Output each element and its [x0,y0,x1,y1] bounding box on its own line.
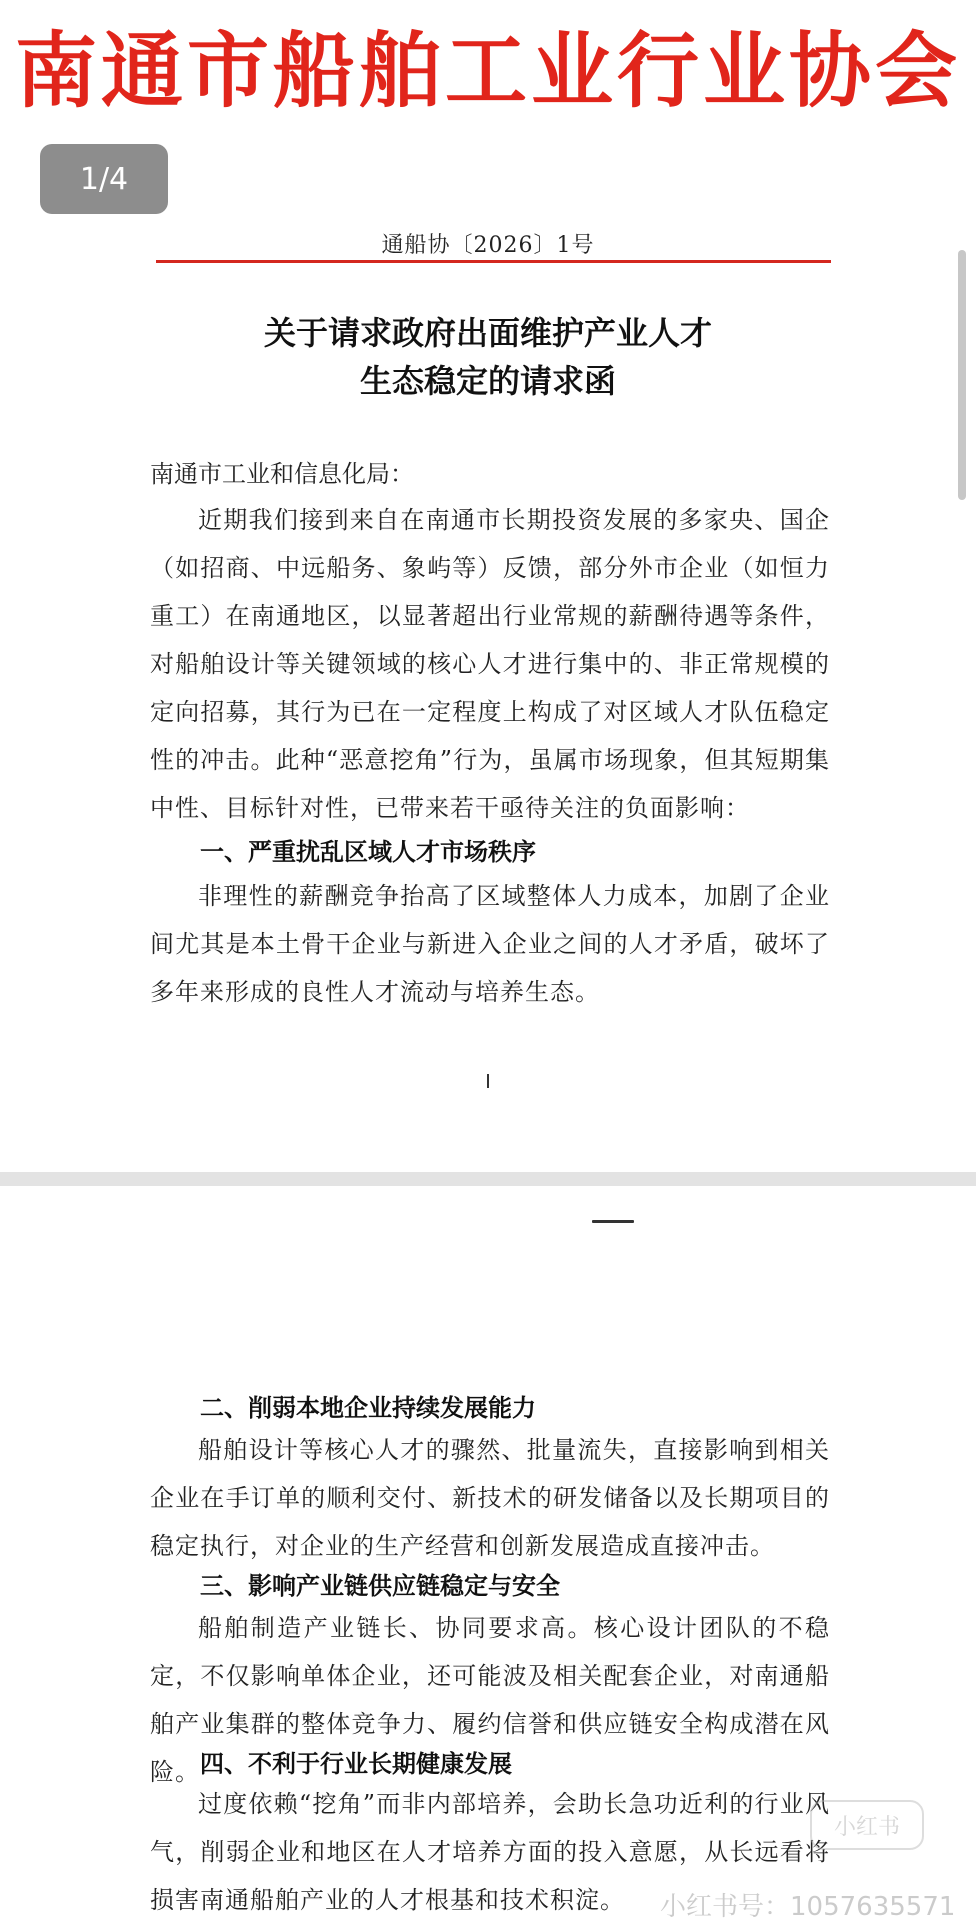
scrollbar-thumb[interactable] [958,250,966,500]
page-counter-badge: 1/4 [40,144,168,214]
section-1-heading: 一、严重扰乱区域人才市场秩序 [200,838,536,866]
section-3-heading: 三、影响产业链供应链稳定与安全 [200,1572,560,1600]
letterhead-org-name: 南通市船舶工业行业协会 [14,24,961,119]
recipient-line: 南通市工业和信息化局： [150,460,414,488]
document-title-line-1: 关于请求政府出面维护产业人才 [263,314,712,352]
document-title-line-2: 生态稳定的请求函 [359,362,616,400]
section-2-body: 船舶设计等核心人才的骤然、批量流失，直接影响到相关企业在手订单的顺利交付、新技术的研发储备以及长期项目的稳定执行，对企业的生产经营和创新发展造成直接冲击。 [150,1436,830,1560]
page-separator [0,1172,976,1186]
watermark-text: 小红书号：1057635571 [660,1892,956,1922]
section-1-body: 非理性的薪酬竞争抬高了区域整体人力成本，加剧了企业间尤其是本土骨干企业与新进入企业之间的人才矛盾，破坏了多年来形成的良性人才流动与培养生态。 [150,882,830,1006]
section-3-body: 船舶制造产业链长、协同要求高。核心设计团队的不稳定，不仅影响单体企业，还可能波及相关配套企业，对南通船舶产业集群的整体竞争力、履约信誉和供应链安全构成潜在风险。 [150,1614,830,1786]
intro-paragraph: 近期我们接到来自在南通市长期投资发展的多家央、国企（如招商、中远船务、象屿等）反馈，部分外市企业（如恒力重工）在南通地区，以显著超出行业常规的薪酬待遇等条件，对船舶设计等关键领域的核心人才进行集中的、非正常规模的定向招募，其行为已在一定程度上构成了对区域人才队伍稳定性的冲击。此种“恶意挖角”行为，虽属市场现象，但其短期集中性、目标针对性，已带来若干亟待关注的负面影响： [150,506,830,822]
section-4-body: 过度依赖“挖角”而非内部培养，会助长急功近利的行业风气，削弱企业和地区在人才培养方面的投入意愿，从长远看将损害南通船舶产业的人才根基和技术积淀。 [150,1790,830,1914]
document-number: 通船协〔2026〕1号 [381,233,595,258]
section-2-heading: 二、削弱本地企业持续发展能力 [200,1394,536,1422]
section-4-heading: 四、不利于行业长期健康发展 [200,1750,512,1778]
page-top-mark [592,1220,634,1223]
page-footer-mark [487,1074,489,1088]
watermark-logo: 小红书 [810,1800,924,1850]
red-divider-line [156,260,831,263]
